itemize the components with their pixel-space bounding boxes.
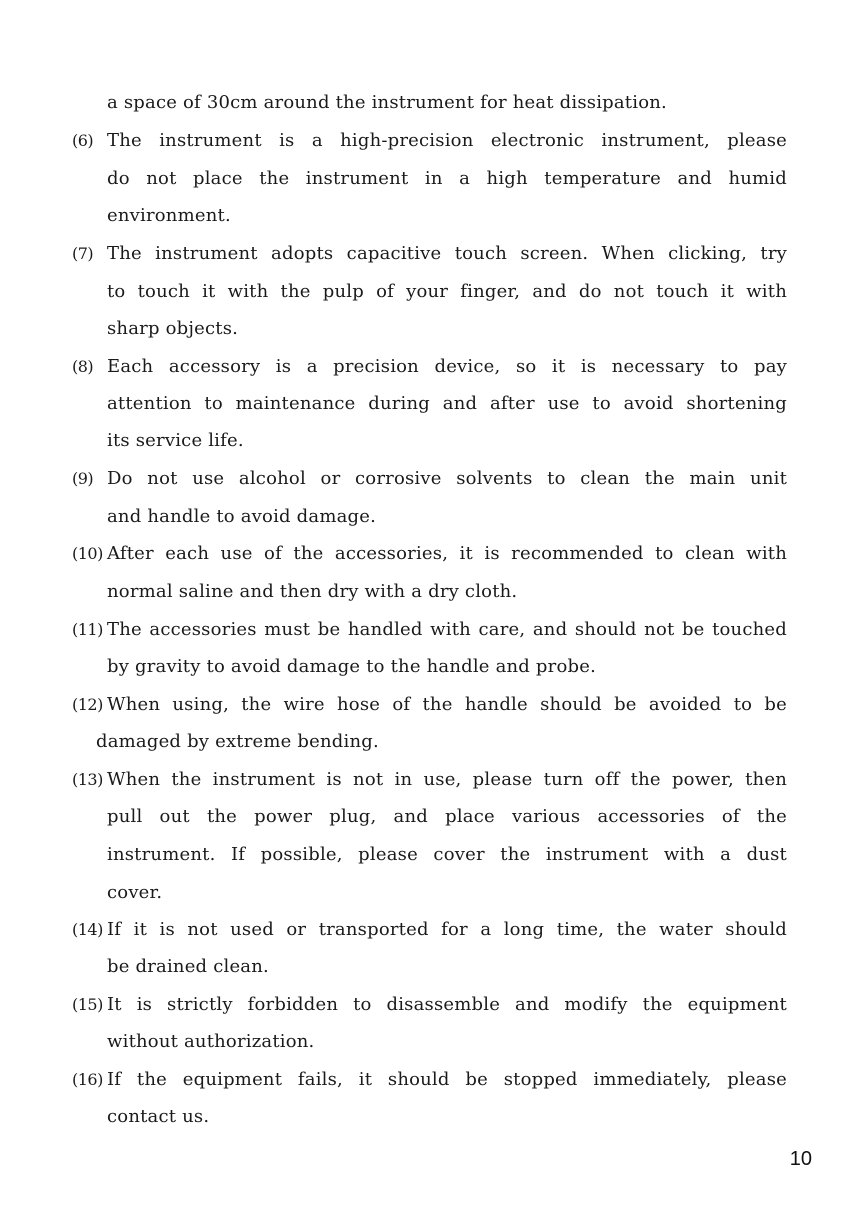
item-line: its service life.: [107, 430, 244, 451]
item-line: do not place the instrument in a high temperature and humid: [107, 168, 787, 189]
item-line: to touch it with the pulp of your finger, and do not touch it with: [107, 281, 787, 302]
item-line: The instrument adopts capacitive touch screen. When clicking, try: [107, 243, 787, 264]
item-line: by gravity to avoid damage to the handle and probe.: [107, 656, 596, 677]
item-marker: (16): [72, 1070, 103, 1089]
item-line: When using, the wire hose of the handle should be avoided to be: [107, 694, 787, 715]
item-line: The accessories must be handled with care, and should not be touched: [107, 619, 787, 640]
item-line: normal saline and then dry with a dry cloth.: [107, 581, 518, 602]
item-line: If it is not used or transported for a long time, the water should: [107, 919, 787, 940]
item-line: If the equipment fails, it should be stopped immediately, please: [107, 1069, 787, 1090]
item-line: without authorization.: [107, 1031, 315, 1052]
item-line: instrument. If possible, please cover the instrument with a dust: [107, 844, 787, 865]
item-marker: (8): [72, 357, 94, 376]
item-line: The instrument is a high-precision electronic instrument, please: [107, 130, 787, 151]
item-line: Each accessory is a precision device, so it is necessary to pay: [107, 356, 787, 377]
page-number: 10: [789, 1148, 812, 1170]
item-marker: (14): [72, 920, 103, 939]
item-marker: (10): [72, 544, 103, 563]
item-marker: (9): [72, 469, 94, 488]
item-line: and handle to avoid damage.: [107, 506, 377, 527]
item-line: pull out the power plug, and place various accessories of the: [107, 806, 787, 827]
item-line: Do not use alcohol or corrosive solvents to clean the main unit: [107, 468, 787, 489]
item-marker: (15): [72, 995, 103, 1014]
item-line: damaged by extreme bending.: [96, 731, 379, 752]
item-marker: (6): [72, 131, 94, 150]
item-line: attention to maintenance during and after use to avoid shortening: [107, 393, 787, 414]
item-line: It is strictly forbidden to disassemble and modify the equipment: [107, 994, 787, 1015]
item-line: be drained clean.: [107, 956, 269, 977]
item-line: sharp objects.: [107, 318, 239, 339]
item-line: When the instrument is not in use, please turn off the power, then: [107, 769, 787, 790]
item-marker: (13): [72, 770, 103, 789]
item-line: contact us.: [107, 1106, 210, 1127]
item-marker: (11): [72, 620, 103, 639]
item-marker: (12): [72, 695, 103, 714]
item-line: cover.: [107, 882, 163, 903]
item-line: After each use of the accessories, it is recommended to clean with: [107, 543, 787, 564]
item-marker: (7): [72, 244, 94, 263]
item-line: environment.: [107, 205, 231, 226]
continuation-text: a space of 30cm around the instrument for heat dissipation.: [107, 92, 667, 113]
